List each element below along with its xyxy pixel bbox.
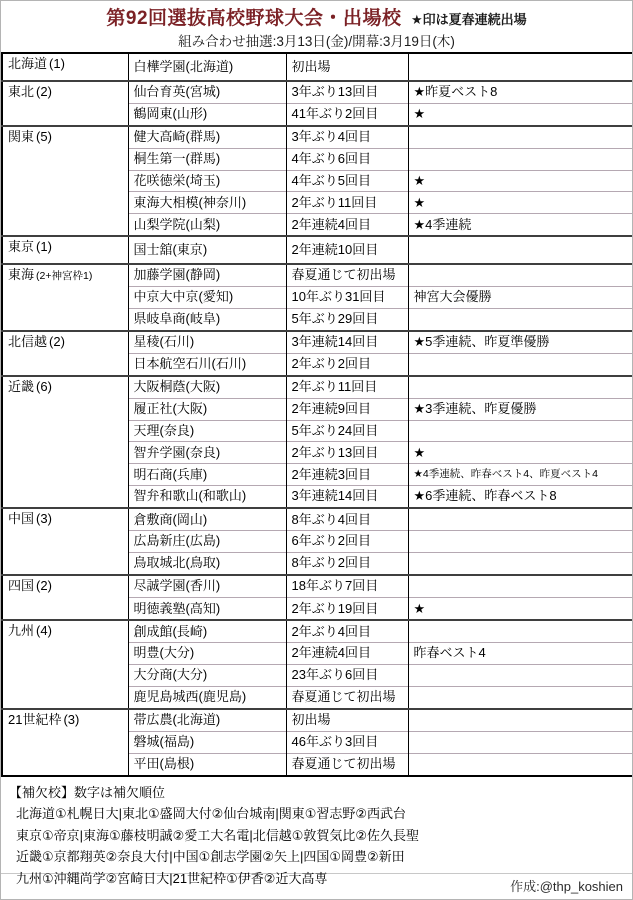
note-cell: ★ xyxy=(408,170,633,192)
record-cell: 6年ぶり2回目 xyxy=(286,531,408,553)
record-cell: 2年連続10回目 xyxy=(286,236,408,264)
school-cell: 大分商(大分) xyxy=(128,665,286,687)
region-name: 近畿 xyxy=(8,378,35,394)
school-cell: 天理(奈良) xyxy=(128,420,286,442)
schedule-subtitle: 組み合わせ抽選:3月13日(金)/開幕:3月19日(木) xyxy=(178,34,455,49)
region-count: (3) xyxy=(63,711,80,727)
note-cell xyxy=(408,308,633,331)
school-cell: 明豊(大分) xyxy=(128,643,286,665)
participating-schools-table xyxy=(1,52,633,777)
note-cell xyxy=(408,575,633,598)
school-cell: 創成館(長崎) xyxy=(128,620,286,643)
region-cell xyxy=(2,620,128,709)
note-cell xyxy=(408,620,633,643)
table-row xyxy=(2,81,633,104)
school-cell: 倉敷商(岡山) xyxy=(128,508,286,531)
region-cell xyxy=(2,126,128,237)
record-cell: 5年ぶり24回目 xyxy=(286,420,408,442)
record-cell: 3年ぶり13回目 xyxy=(286,81,408,104)
substitute-line: 東京①帝京|東海①藤枝明誠②愛工大名電|北信越①敦賀気比②佐久長聖 xyxy=(16,827,420,843)
region-count: (1) xyxy=(36,239,52,255)
school-cell: 智弁和歌山(和歌山) xyxy=(128,486,286,509)
note-cell xyxy=(408,531,633,553)
note-cell xyxy=(408,353,633,376)
note-cell: ★6季連続、昨春ベスト8 xyxy=(408,486,633,509)
note-cell xyxy=(408,665,633,687)
school-cell: 平田(島根) xyxy=(128,753,286,776)
note-cell xyxy=(408,709,633,732)
record-cell: 2年ぶり4回目 xyxy=(286,620,408,643)
region-cell xyxy=(2,81,128,126)
school-cell: 広島新庄(広島) xyxy=(128,531,286,553)
note-cell: 神宮大会優勝 xyxy=(408,286,633,308)
record-cell: 2年ぶり11回目 xyxy=(286,192,408,214)
table-row xyxy=(2,126,633,149)
region-name: 東北 xyxy=(8,83,35,99)
note-cell xyxy=(408,148,633,170)
table-row xyxy=(2,53,633,81)
region-cell xyxy=(2,709,128,776)
school-cell: 鳥取城北(鳥取) xyxy=(128,553,286,576)
substitute-schools-block xyxy=(1,777,632,886)
record-cell: 8年ぶり2回目 xyxy=(286,553,408,576)
star-legend: ★印は夏春連続出場 xyxy=(410,12,527,27)
school-cell: 国士舘(東京) xyxy=(128,236,286,264)
school-cell: 星稜(石川) xyxy=(128,331,286,354)
record-cell: 2年連続4回目 xyxy=(286,643,408,665)
record-cell: 初出場 xyxy=(286,53,408,81)
note-cell xyxy=(408,508,633,531)
note-cell xyxy=(408,236,633,264)
region-name: 北信越 xyxy=(8,333,48,349)
note-cell xyxy=(408,53,633,81)
record-cell: 2年ぶり2回目 xyxy=(286,353,408,376)
note-cell xyxy=(408,420,633,442)
region-count: (2) xyxy=(36,578,52,594)
record-cell: 41年ぶり2回目 xyxy=(286,103,408,126)
school-cell: 県岐阜商(岐阜) xyxy=(128,308,286,331)
table-row xyxy=(2,264,633,287)
substitute-line: 九州①沖縄尚学②宮崎日大|21世紀枠①伊香②近大高専 xyxy=(16,870,328,886)
region-name: 21世紀枠 xyxy=(8,711,62,727)
school-cell: 健大高崎(群馬) xyxy=(128,126,286,149)
note-cell: ★4季連続、昨春ベスト4、昨夏ベスト4 xyxy=(408,464,633,486)
school-cell: 加藤学園(静岡) xyxy=(128,264,286,287)
school-cell: 智弁学園(奈良) xyxy=(128,442,286,464)
region-cell xyxy=(2,575,128,620)
note-cell xyxy=(408,753,633,776)
schools-table-body xyxy=(2,53,633,776)
region-count: (2) xyxy=(49,333,65,349)
note-cell xyxy=(408,126,633,149)
substitute-line: 北海道①札幌日大|東北①盛岡大付②仙台城南|関東①習志野②西武台 xyxy=(16,806,407,821)
region-cell xyxy=(2,264,128,331)
record-cell: 春夏通じて初出場 xyxy=(286,686,408,709)
note-cell xyxy=(408,376,633,399)
school-cell: 日本航空石川(石川) xyxy=(128,353,286,376)
record-cell: 2年ぶり13回目 xyxy=(286,442,408,464)
note-cell: ★3季連続、昨夏優勝 xyxy=(408,398,633,420)
record-cell: 2年連続4回目 xyxy=(286,214,408,237)
note-cell xyxy=(408,553,633,576)
region-name: 東京 xyxy=(8,239,35,255)
table-row xyxy=(2,508,633,531)
school-cell: 鶴岡東(山形) xyxy=(128,103,286,126)
region-count: (6) xyxy=(36,378,52,394)
school-cell: 磐城(福島) xyxy=(128,731,286,753)
region-name: 四国 xyxy=(8,578,35,594)
school-cell: 尽誠学園(香川) xyxy=(128,575,286,598)
note-cell xyxy=(408,264,633,287)
record-cell: 8年ぶり4回目 xyxy=(286,508,408,531)
note-cell: ★ xyxy=(408,442,633,464)
school-cell: 東海大相模(神奈川) xyxy=(128,192,286,214)
record-cell: 3年連続14回目 xyxy=(286,486,408,509)
table-row xyxy=(2,620,633,643)
record-cell: 5年ぶり29回目 xyxy=(286,308,408,331)
school-cell: 中京大中京(愛知) xyxy=(128,286,286,308)
table-row xyxy=(2,709,633,732)
school-cell: 花咲徳栄(埼玉) xyxy=(128,170,286,192)
note-cell: ★5季連続、昨夏準優勝 xyxy=(408,331,633,354)
record-cell: 春夏通じて初出場 xyxy=(286,264,408,287)
record-cell: 3年ぶり4回目 xyxy=(286,126,408,149)
note-cell: ★ xyxy=(408,192,633,214)
region-name: 中国 xyxy=(8,511,35,527)
note-cell: ★昨夏ベスト8 xyxy=(408,81,633,104)
table-row xyxy=(2,236,633,264)
record-cell: 18年ぶり7回目 xyxy=(286,575,408,598)
record-cell: 4年ぶり6回目 xyxy=(286,148,408,170)
note-cell: ★ xyxy=(408,598,633,621)
school-cell: 履正社(大阪) xyxy=(128,398,286,420)
region-name: 東海 xyxy=(8,266,35,282)
region-count: (1) xyxy=(49,56,65,71)
region-cell xyxy=(2,53,128,81)
region-count: (2+神宮枠1) xyxy=(36,269,93,282)
school-cell: 山梨学院(山梨) xyxy=(128,214,286,237)
school-cell: 明徳義塾(高知) xyxy=(128,598,286,621)
school-cell: 仙台育英(宮城) xyxy=(128,81,286,104)
region-cell xyxy=(2,236,128,264)
region-cell xyxy=(2,376,128,508)
record-cell: 10年ぶり31回目 xyxy=(286,286,408,308)
region-name: 九州 xyxy=(8,623,35,639)
school-cell: 明石商(兵庫) xyxy=(128,464,286,486)
record-cell: 2年ぶり19回目 xyxy=(286,598,408,621)
region-cell xyxy=(2,508,128,575)
page-header xyxy=(1,1,632,52)
school-cell: 大阪桐蔭(大阪) xyxy=(128,376,286,399)
note-cell: ★ xyxy=(408,103,633,126)
table-row xyxy=(2,376,633,399)
credit-text: 作成:@thp_koshien xyxy=(510,879,623,894)
record-cell: 2年ぶり11回目 xyxy=(286,376,408,399)
note-cell: 昨春ベスト4 xyxy=(408,643,633,665)
region-count: (4) xyxy=(36,623,52,639)
substitute-line: 近畿①京都翔英②奈良大付|中国①創志学園②矢上|四国①岡豊②新田 xyxy=(16,849,405,864)
substitutes-heading: 【補欠校】数字は補欠順位 xyxy=(9,785,166,800)
school-cell: 鹿児島城西(鹿児島) xyxy=(128,686,286,709)
table-row xyxy=(2,331,633,354)
record-cell: 4年ぶり5回目 xyxy=(286,170,408,192)
page-title: 第92回選抜高校野球大会・出場校 xyxy=(106,8,402,29)
school-cell: 白樺学園(北海道) xyxy=(128,53,286,81)
title-line xyxy=(1,7,632,32)
region-count: (2) xyxy=(36,83,52,99)
region-name: 北海道 xyxy=(8,56,48,71)
record-cell: 3年連続14回目 xyxy=(286,331,408,354)
region-name: 関東 xyxy=(8,128,35,144)
record-cell: 春夏通じて初出場 xyxy=(286,753,408,776)
note-cell xyxy=(408,731,633,753)
table-row xyxy=(2,575,633,598)
record-cell: 23年ぶり6回目 xyxy=(286,665,408,687)
record-cell: 46年ぶり3回目 xyxy=(286,731,408,753)
region-count: (3) xyxy=(36,511,52,527)
record-cell: 2年連続3回目 xyxy=(286,464,408,486)
region-cell xyxy=(2,331,128,376)
region-count: (5) xyxy=(36,128,52,144)
record-cell: 2年連続9回目 xyxy=(286,398,408,420)
note-cell: ★4季連続 xyxy=(408,214,633,237)
record-cell: 初出場 xyxy=(286,709,408,732)
school-cell: 帯広農(北海道) xyxy=(128,709,286,732)
school-cell: 桐生第一(群馬) xyxy=(128,148,286,170)
note-cell xyxy=(408,686,633,709)
